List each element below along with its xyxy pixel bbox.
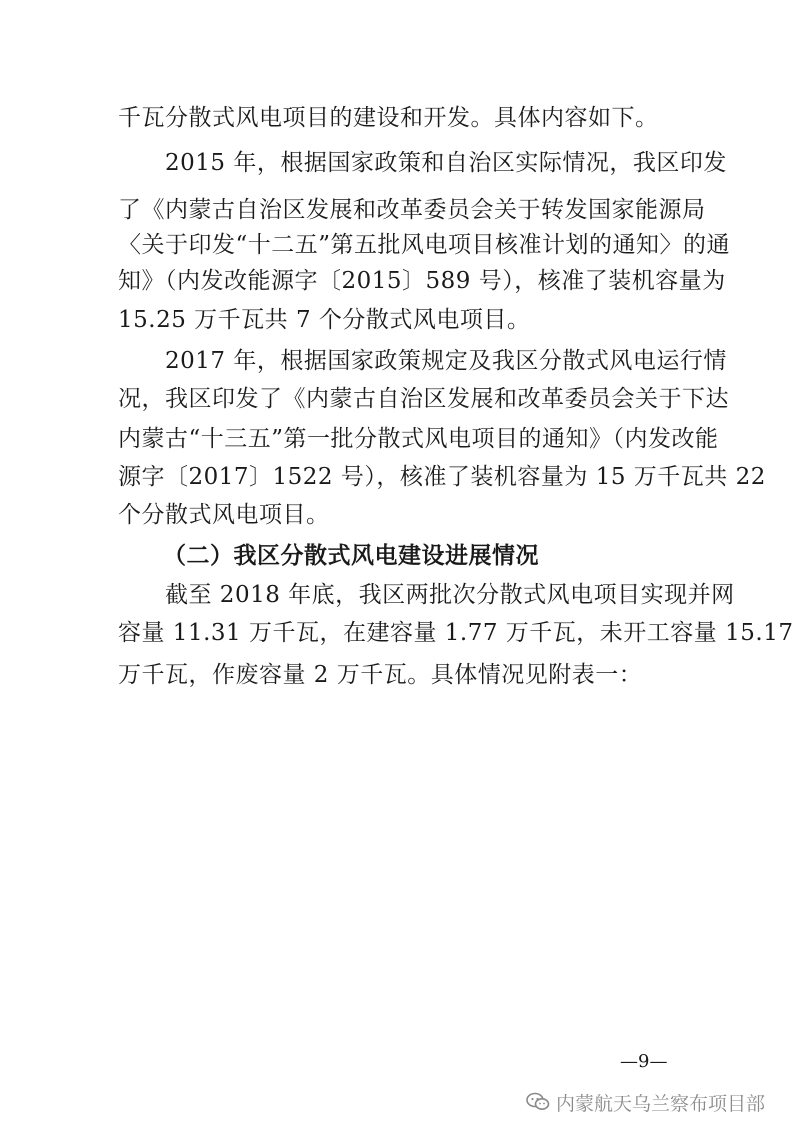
text-line: 容量 11.31 万千瓦，在建容量 1.77 万千瓦，未开工容量 15.17 (118, 620, 794, 646)
wechat-icon (526, 1092, 550, 1112)
text-line: 个分散式风电项目。 (118, 502, 330, 528)
text-line: 知》（内发改能源字〔2015〕589 号），核准了装机容量为 (118, 268, 726, 294)
text-line: 千瓦分散式风电项目的建设和开发。具体内容如下。 (118, 105, 659, 131)
text-line: 2015 年，根据国家政策和自治区实际情况，我区印发 (165, 150, 727, 176)
text-line: 源字〔2017〕1522 号），核准了装机容量为 15 万千瓦共 22 (118, 464, 766, 490)
text-line: 〈关于印发“十二五”第五批风电项目核准计划的通知〉的通 (118, 232, 731, 258)
text-line: 15.25 万千瓦共 7 个分散式风电项目。 (118, 307, 531, 333)
text-line: 内蒙古“十三五”第一批分散式风电项目的通知》（内发改能 (118, 426, 719, 452)
page-number: —9— (620, 1051, 668, 1072)
text-line: 况，我区印发了《内蒙古自治区发展和改革委员会关于下达 (118, 386, 729, 412)
section-heading: （二）我区分散式风电建设进展情况 (163, 542, 539, 569)
text-line: 截至 2018 年底，我区两批次分散式风电项目实现并网 (165, 582, 735, 608)
text-line: 万千瓦，作废容量 2 万千瓦。具体情况见附表一： (118, 662, 643, 688)
watermark-text: 内蒙航天乌兰察布项目部 (556, 1092, 766, 1115)
text-line: 2017 年，根据国家政策规定及我区分散式风电运行情 (165, 348, 727, 374)
text-line: 了《内蒙古自治区发展和改革委员会关于转发国家能源局 (118, 197, 706, 223)
watermark (526, 1088, 765, 1116)
